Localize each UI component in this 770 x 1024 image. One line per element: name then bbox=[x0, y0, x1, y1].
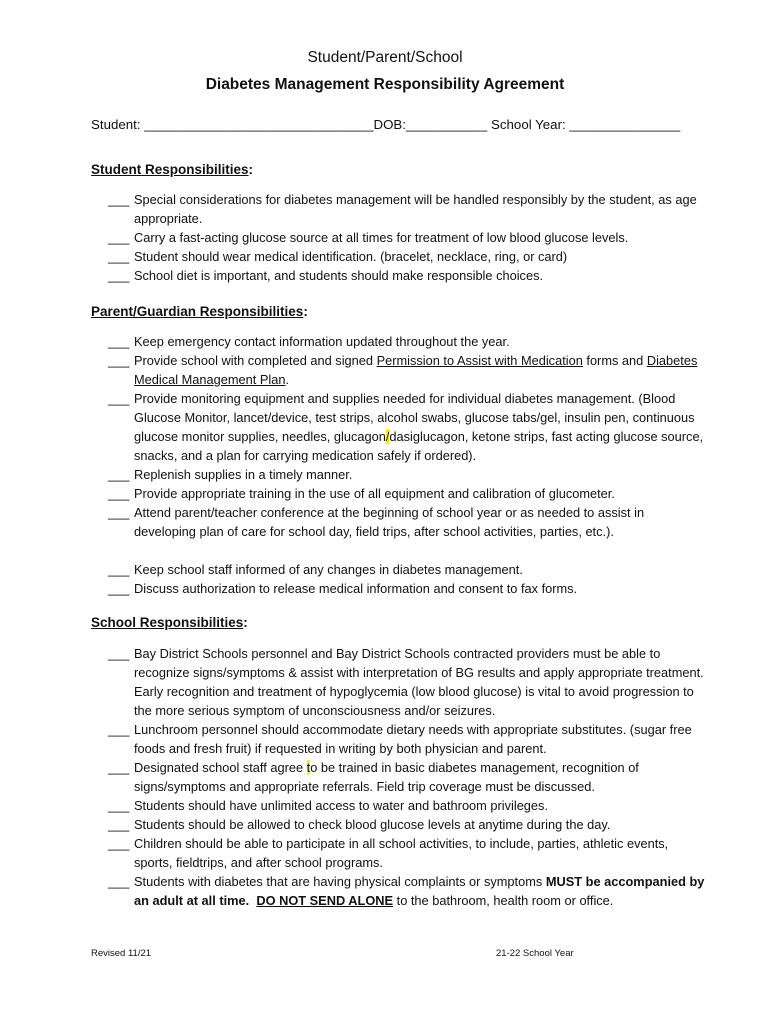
student-item: ___ School diet is important, and students should make responsible choices. bbox=[108, 268, 544, 283]
permission-to-assist-link[interactable]: Permission to Assist with Medication bbox=[376, 353, 583, 368]
school-item: ___ Designated school staff agree to be trained in basic diabetes management, recognition of signs/symptoms and appropriate referrals. Field trip coverage must be discussed. bbox=[108, 760, 639, 794]
checkbox-blank[interactable]: ___ bbox=[108, 391, 130, 406]
checkbox-blank[interactable]: ___ bbox=[108, 760, 130, 775]
checkbox-blank[interactable]: ___ bbox=[108, 230, 130, 245]
school-responsibilities-heading: School Responsibilities: bbox=[91, 615, 248, 630]
school-item: ___ Children should be able to participate in all school activities, to include, parties, athletic events, sports, fieldtrips, and after school programs. bbox=[108, 836, 669, 870]
checkbox-blank[interactable]: ___ bbox=[108, 874, 130, 889]
checkbox-blank[interactable]: ___ bbox=[108, 353, 130, 368]
student-item: ___ Student should wear medical identification. (bracelet, necklace, ring, or card) bbox=[108, 249, 568, 264]
highlight-mark: / bbox=[385, 429, 390, 444]
checkbox-blank[interactable]: ___ bbox=[108, 192, 130, 207]
checkbox-blank[interactable]: ___ bbox=[108, 722, 130, 737]
school-item: ___ Students should have unlimited access to water and bathroom privileges. bbox=[108, 798, 548, 813]
checkbox-blank[interactable]: ___ bbox=[108, 562, 130, 577]
checkbox-blank[interactable]: ___ bbox=[108, 467, 130, 482]
parent-item: ___ Attend parent/teacher conference at the beginning of school year or as needed to assist in developing plan of care for school day, field trips, after school activities, parties, etc.). bbox=[108, 505, 645, 539]
checkbox-blank[interactable]: ___ bbox=[108, 268, 130, 283]
checkbox-blank[interactable]: ___ bbox=[108, 249, 130, 264]
checkbox-blank[interactable]: ___ bbox=[108, 817, 130, 832]
parent-responsibilities-heading: Parent/Guardian Responsibilities: bbox=[91, 304, 308, 319]
parent-item: ___ Keep emergency contact information updated throughout the year. bbox=[108, 334, 510, 349]
checkbox-blank[interactable]: ___ bbox=[108, 646, 130, 661]
student-responsibilities-heading: Student Responsibilities: bbox=[91, 162, 254, 177]
highlight-mark: t bbox=[306, 760, 311, 775]
school-item: ___ Students with diabetes that are having physical complaints or symptoms MUST be accompanied by an adult at all time. DO NOT SEND ALONE to the bathroom, health room or office. bbox=[108, 874, 705, 908]
checkbox-blank[interactable]: ___ bbox=[108, 836, 130, 851]
diabetes-management-plan-link[interactable]: Diabetes Medical Management Plan bbox=[134, 353, 698, 387]
footer-school-year: 21-22 School Year bbox=[496, 948, 574, 959]
parent-item: ___ Provide monitoring equipment and supplies needed for individual diabetes management. (Blood Glucose Monitor, lancet/device, test strips, alcohol swabs, glucose tabs/gel, insulin pen, continuous glucose monitor supplies, needles, glucagon/dasiglucagon, ketone strips, fast acting glucose source, snacks, and a plan for carrying medication safely if ordered). bbox=[108, 391, 704, 463]
parent-item: ___ Provide appropriate training in the use of all equipment and calibration of glucometer. bbox=[108, 486, 615, 501]
student-item: ___ Special considerations for diabetes management will be handled responsibly by the student, as age appropriate. bbox=[108, 192, 697, 226]
checkbox-blank[interactable]: ___ bbox=[108, 334, 130, 349]
parent-item: ___ Keep school staff informed of any changes in diabetes management. bbox=[108, 562, 523, 577]
do-not-send-alone-text: DO NOT SEND ALONE bbox=[256, 893, 394, 908]
title-line-1: Student/Parent/School bbox=[307, 49, 463, 66]
checkbox-blank[interactable]: ___ bbox=[108, 505, 130, 520]
checkbox-blank[interactable]: ___ bbox=[108, 798, 130, 813]
document-title: Diabetes Management Responsibility Agreement bbox=[205, 76, 565, 93]
parent-item: ___ Provide school with completed and signed Permission to Assist with Medication forms and Diabetes Medical Management Plan. bbox=[108, 353, 698, 387]
checkbox-blank[interactable]: ___ bbox=[108, 486, 130, 501]
school-item: ___ Students should be allowed to check blood glucose levels at anytime during the day. bbox=[108, 817, 611, 832]
school-item: ___ Lunchroom personnel should accommodate dietary needs with appropriate substitutes. (sugar free foods and fresh fruit) if requested in writing by both physician and parent. bbox=[108, 722, 692, 756]
parent-item: ___ Discuss authorization to release medical information and consent to fax forms. bbox=[108, 581, 578, 596]
student-info-line: Student: _______________________________DOB:___________ School Year: _______________ bbox=[91, 117, 681, 132]
school-item: ___ Bay District Schools personnel and Bay District Schools contracted providers must be able to recognize signs/symptoms & assist with interpretation of BG results and apply appropriate treatment. Early recognition and treatment of hypoglycemia (low blood glucose) is vital to avoid progression to the more serious symptom of unconsciousness and/or seizures. bbox=[108, 646, 704, 718]
footer-revised: Revised 11/21 bbox=[91, 948, 152, 959]
checkbox-blank[interactable]: ___ bbox=[108, 581, 130, 596]
parent-item: ___ Replenish supplies in a timely manner. bbox=[108, 467, 353, 482]
student-item: ___ Carry a fast-acting glucose source at all times for treatment of low blood glucose levels. bbox=[108, 230, 629, 245]
must-be-accompanied-text: MUST be accompanied by an adult at all time. bbox=[134, 874, 705, 908]
